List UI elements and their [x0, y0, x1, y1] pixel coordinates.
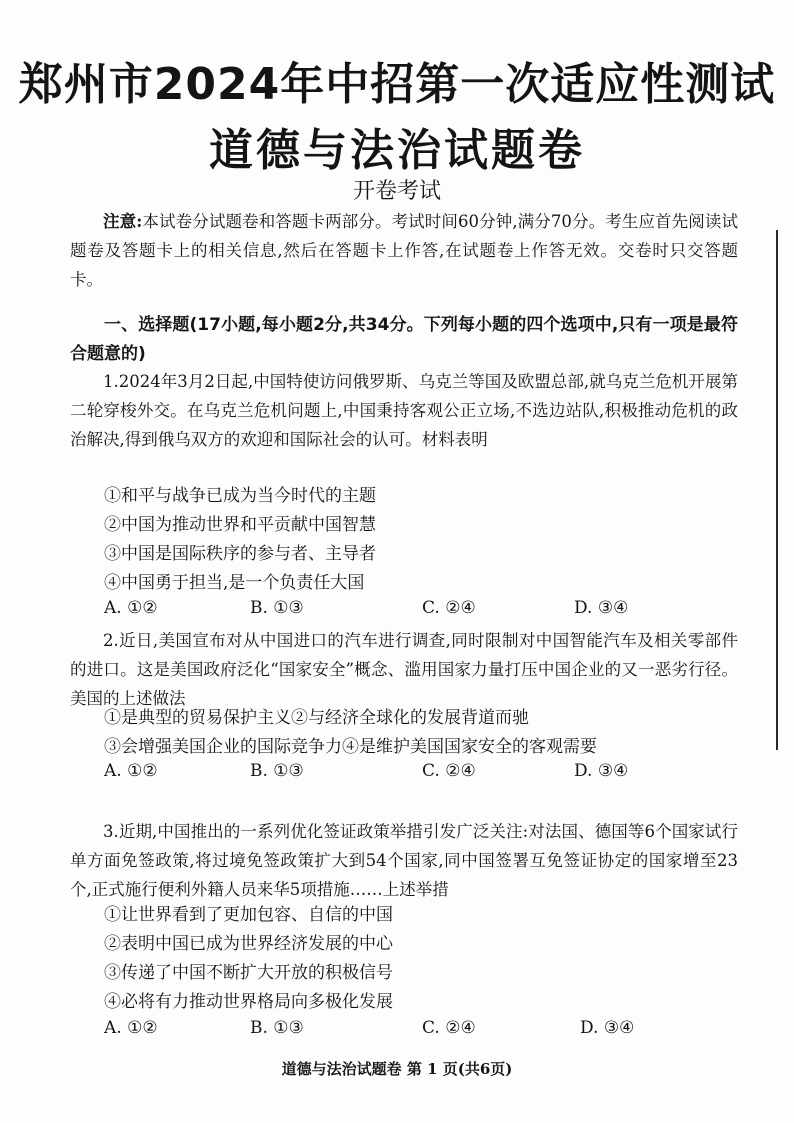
statement: ②中国为推动世界和平贡献中国智慧	[104, 515, 376, 535]
statement: ④是维护美国国家安全的客观需要	[342, 737, 597, 757]
choice-d: D. ③④	[574, 598, 629, 618]
exam-title: 郑州市2024年中招第一次适应性测试	[18, 59, 776, 110]
choice-b: B. ①③	[250, 761, 304, 781]
exam-subject-title: 道德与法治试题卷	[209, 125, 585, 176]
choice-a: A. ①②	[104, 598, 158, 618]
statement: ①是典型的贸易保护主义	[104, 708, 291, 728]
choice-a: A. ①②	[104, 761, 158, 781]
statement: ①让世界看到了更加包容、自信的中国	[104, 905, 393, 925]
question-3-choices	[104, 1018, 724, 1047]
question-2-statements	[104, 704, 724, 762]
choice-c: C. ②④	[422, 1018, 476, 1038]
statement: ③中国是国际秩序的参与者、主导者	[104, 544, 376, 564]
statement: ②与经济全球化的发展背道而驰	[291, 708, 529, 728]
section-heading: 一、选择题(17小题,每小题2分,共34分。下列每小题的四个选项中,只有一项是最符合题意的)	[70, 315, 738, 364]
question-3-stem: 3.近期,中国推出的一系列优化签证政策举措引发广泛关注:对法国、德国等6个国家试行单方面免签政策,将过境免签政策扩大到54个国家,同中国签署互免签证协定的国家增至23个,正式施行便利外籍人员来华5项措施……上述举措	[70, 822, 738, 899]
choice-b: B. ①③	[250, 598, 304, 618]
question-1-choices	[104, 598, 724, 627]
choice-d: D. ③④	[580, 1018, 635, 1038]
statement: ②表明中国已成为世界经济发展的中心	[104, 934, 393, 954]
question-1-stem: 1.2024年3月2日起,中国特使访问俄罗斯、乌克兰等国及欧盟总部,就乌克兰危机开展第二轮穿梭外交。在乌克兰危机问题上,中国秉持客观公正立场,不选边站队,积极推动危机的政治解决,得到俄乌双方的欢迎和国际社会的认可。材料表明	[70, 372, 738, 449]
statement: ③传递了中国不断扩大开放的积极信号	[104, 963, 393, 983]
choice-d: D. ③④	[574, 761, 629, 781]
exam-notice	[70, 207, 738, 294]
question-2-stem: 2.近日,美国宣布对从中国进口的汽车进行调查,同时限制对中国智能汽车及相关零部件的进口。这是美国政府泛化“国家安全”概念、滥用国家力量打压中国企业的又一恶劣行径。美国的上述做法	[70, 631, 738, 708]
statement: ④必将有力推动世界格局向多极化发展	[104, 992, 393, 1012]
notice-label: 注意:	[103, 212, 143, 231]
question-2-choices	[104, 761, 724, 790]
scan-edge-line	[776, 230, 778, 750]
question-3-statements	[104, 901, 724, 1017]
statement: ①和平与战争已成为当今时代的主题	[104, 486, 376, 506]
choice-a: A. ①②	[104, 1018, 158, 1038]
page-footer: 道德与法治试题卷 第 1 页(共6页)	[281, 1060, 513, 1078]
question-1-statements	[104, 482, 724, 598]
choice-c: C. ②④	[422, 598, 476, 618]
exam-type-label: 开卷考试	[352, 179, 441, 204]
choice-b: B. ①③	[250, 1018, 304, 1038]
statement: ④中国勇于担当,是一个负责任大国	[104, 573, 365, 593]
statement: ③会增强美国企业的国际竞争力	[104, 737, 342, 757]
notice-text: 本试卷分试题卷和答题卡两部分。考试时间60分钟,满分70分。考生应首先阅读试题卷及答题卡上的相关信息,然后在答题卡上作答,在试题卷上作答无效。交卷时只交答题卡。	[70, 212, 738, 289]
choice-c: C. ②④	[422, 761, 476, 781]
